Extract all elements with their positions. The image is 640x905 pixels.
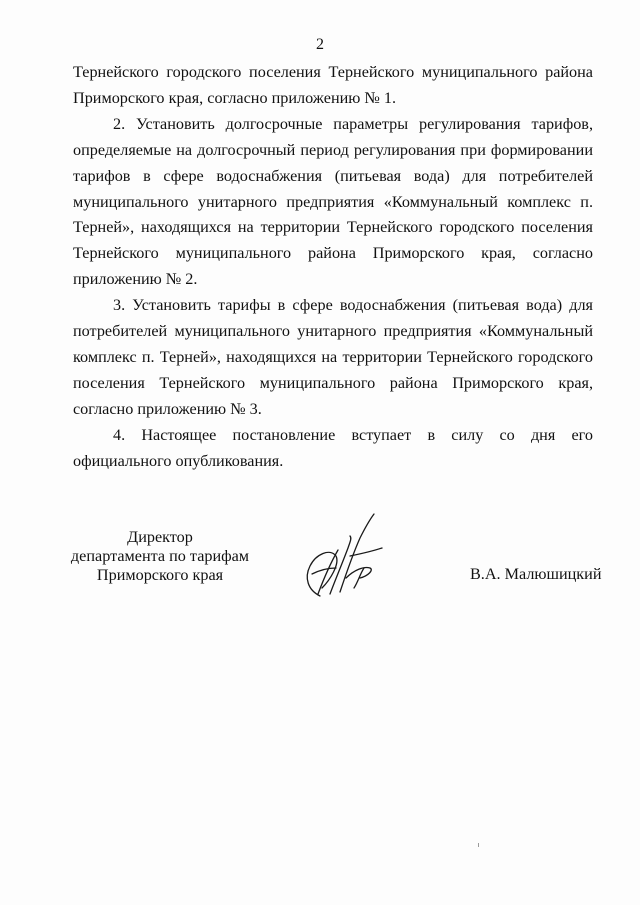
paragraph-3: 3. Установить тарифы в сфере водоснабжения (питьевая вода) для потребителей муниципального унитарного предприятия «Коммунальный комплекс п. Терней», находящихся на территории Тернейского городского поселения Тернейского муниципального района Приморского края, согласно приложению № 3. xyxy=(73,296,593,418)
paragraph-continuation: Тернейского городского поселения Тернейского муниципального района Приморского края, согласно приложению № 1. xyxy=(73,63,593,107)
signatory-title-line-3: Приморского края xyxy=(96,566,224,584)
signatory-title xyxy=(60,528,260,585)
paragraph-2: 2. Установить долгосрочные параметры регулирования тарифов, определяемые на долгосрочный период регулирования при формировании тарифов в сфере водоснабжения (питьевая вода) для потребителей муниципального унитарного предприятия «Коммунальный комплекс п. Терней», находящихся на территории Тернейского городского поселения Тернейского муниципального района Приморского края, согласно приложению № 2. xyxy=(73,114,593,289)
signatory-title-line-2: департамента по тарифам xyxy=(70,547,250,565)
paragraph-4: 4. Настоящее постановление вступает в силу со дня его официального опубликования. xyxy=(73,425,593,470)
signatory-title-line-1: Директор xyxy=(127,528,193,546)
handwritten-signature xyxy=(290,508,390,603)
signatory-name: В.А. Малюшицкий xyxy=(470,565,602,583)
document-body xyxy=(73,60,593,475)
scan-artifact xyxy=(478,843,479,847)
page-number: 2 xyxy=(316,36,324,53)
